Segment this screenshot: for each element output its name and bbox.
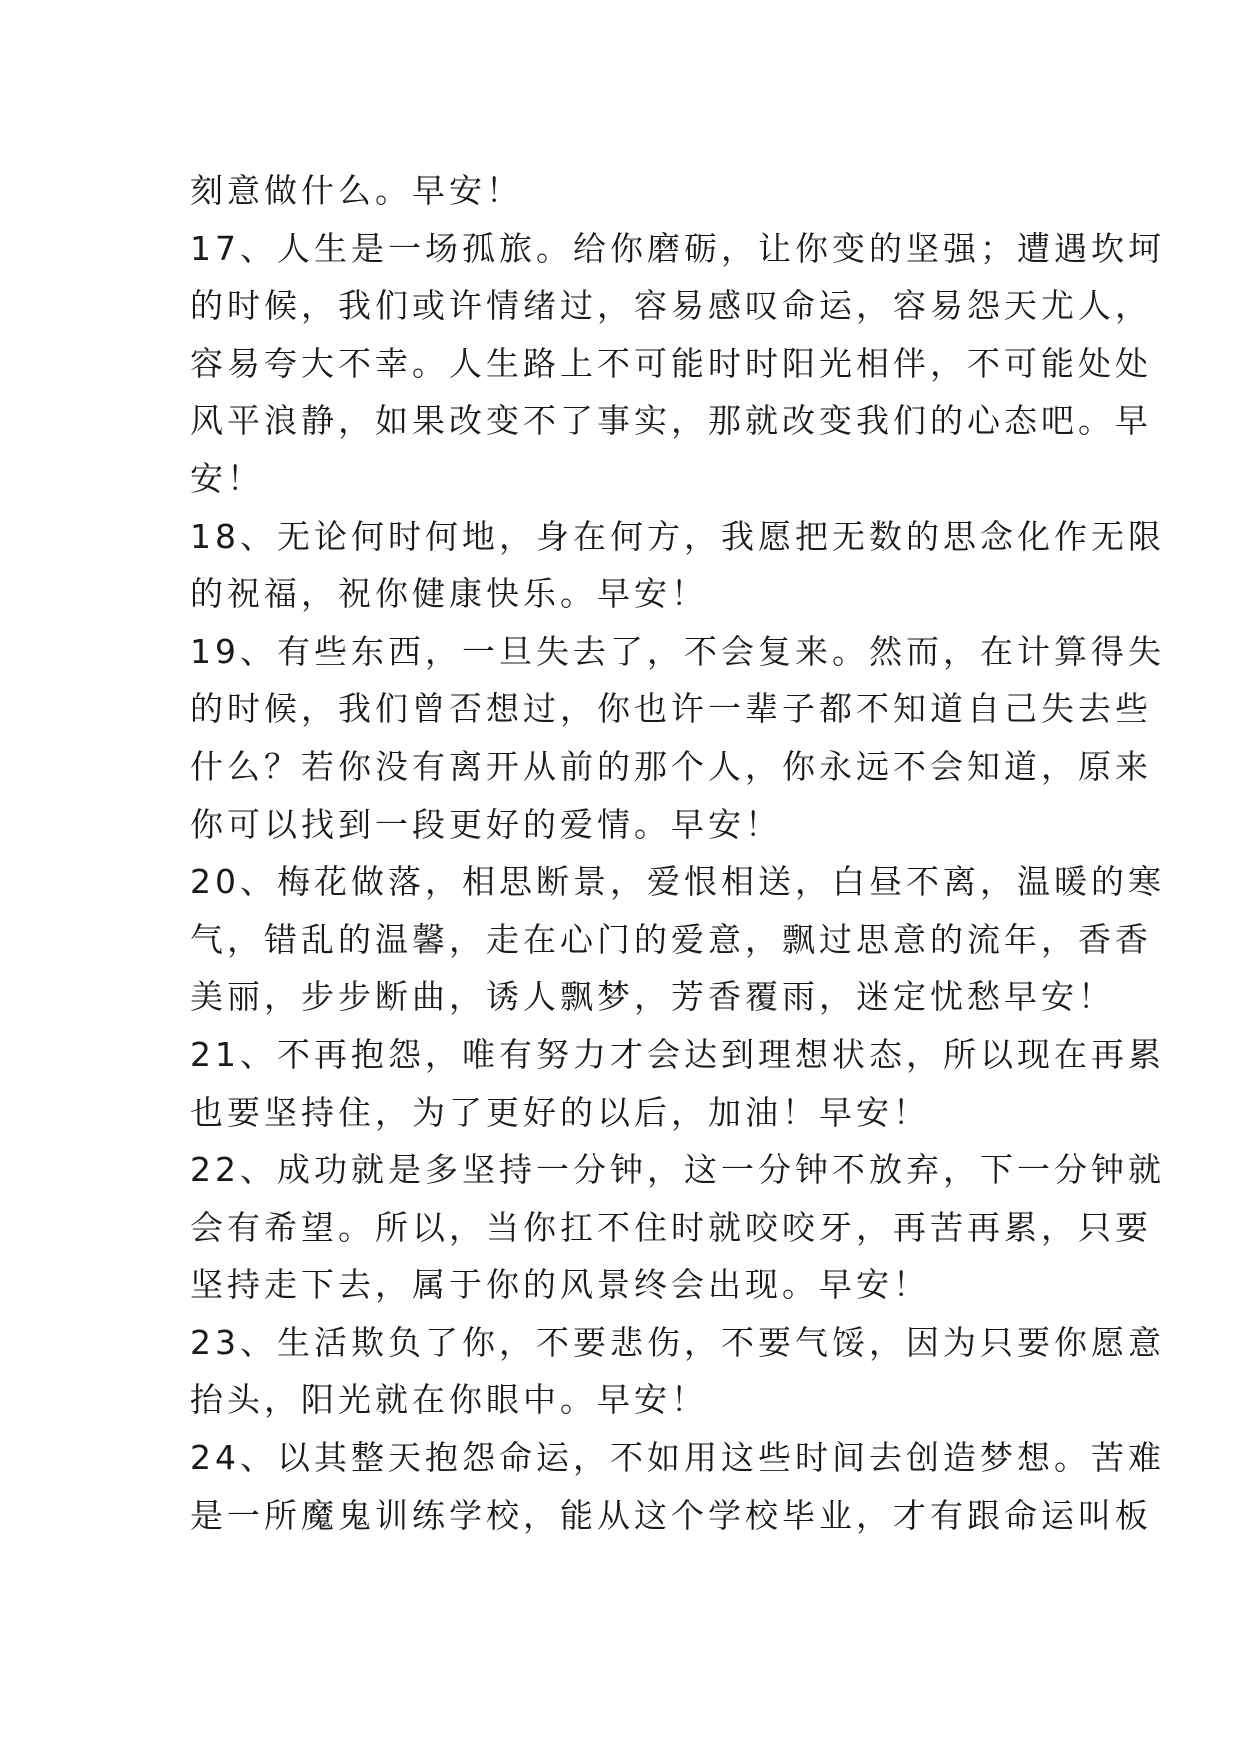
document-body [190, 162, 1165, 1544]
text-line: 什么？若你没有离开从前的那个人，你永远不会知道，原来 [190, 746, 1152, 786]
text-line: 也要坚持住，为了更好的以后，加油！早安！ [190, 1092, 930, 1132]
text-line: 19、有些东西，一旦失去了，不会复来。然而，在计算得失 [190, 631, 1165, 671]
text-line: 会有希望。所以，当你扛不住时就咬咬牙，再苦再累，只要 [190, 1207, 1152, 1247]
text-line: 18、无论何时何地，身在何方，我愿把无数的思念化作无限 [190, 516, 1165, 556]
text-line: 风平浪静，如果改变不了事实，那就改变我们的心态吧。早 [190, 401, 1152, 441]
text-line: 22、成功就是多坚持一分钟，这一分钟不放弃，下一分钟就 [190, 1150, 1165, 1190]
text-line: 21、不再抱怨，唯有努力才会达到理想状态，所以现在再累 [190, 1034, 1165, 1074]
text-line: 的祝福，祝你健康快乐。早安！ [190, 574, 708, 614]
text-line: 23、生活欺负了你，不要悲伤，不要气馁，因为只要你愿意 [190, 1322, 1165, 1362]
text-line: 气，错乱的温馨，走在心门的爱意，飘过思意的流年，香香 [190, 919, 1152, 959]
text-line: 的时候，我们或许情绪过，容易感叹命运，容易怨天尤人， [190, 286, 1152, 326]
text-line: 是一所魔鬼训练学校，能从这个学校毕业，才有跟命运叫板 [190, 1495, 1152, 1535]
text-line: 容易夸大不幸。人生路上不可能时时阳光相伴，不可能处处 [190, 343, 1152, 383]
text-line: 安！ [190, 458, 264, 498]
text-line: 17、人生是一场孤旅。给你磨砺，让你变的坚强；遭遇坎坷 [190, 228, 1165, 268]
text-line: 你可以找到一段更好的爱情。早安！ [190, 804, 782, 844]
text-line: 刻意做什么。早安！ [190, 171, 523, 210]
text-line: 坚持走下去，属于你的风景终会出现。早安！ [190, 1265, 930, 1305]
text-line: 美丽，步步断曲，诱人飘梦，芳香覆雨，迷定忧愁早安！ [190, 977, 1115, 1017]
text-line: 的时候，我们曾否想过，你也许一辈子都不知道自己失去些 [190, 689, 1152, 729]
text-line: 20、梅花做落，相思断景，爱恨相送，白昼不离，温暖的寒 [190, 862, 1165, 902]
text-line: 抬头，阳光就在你眼中。早安！ [190, 1380, 708, 1420]
text-line: 24、以其整天抱怨命运，不如用这些时间去创造梦想。苦难 [190, 1438, 1165, 1478]
